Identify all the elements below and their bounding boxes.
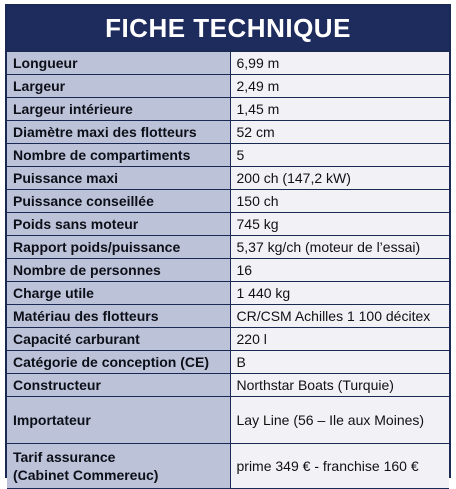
- spec-label-longueur: Longueur: [7, 52, 230, 75]
- table-row: [7, 75, 449, 98]
- spec-label-tarif-line1: Tarif assurance: [13, 449, 116, 465]
- table-row: [7, 374, 449, 397]
- table-row: [7, 144, 449, 167]
- spec-label-puissance-conseillee: Puissance conseillée: [7, 190, 230, 213]
- spec-value-rapport: 5,37 kg/ch (moteur de l’essai): [230, 236, 449, 259]
- spec-value-poids: 745 kg: [230, 213, 449, 236]
- spec-label-largeur-interieure: Largeur intérieure: [7, 98, 230, 121]
- spec-label-rapport: Rapport poids/puissance: [7, 236, 230, 259]
- spec-label-diametre-flotteurs: Diamètre maxi des flotteurs: [7, 121, 230, 144]
- spec-label-categorie: Catégorie de conception (CE): [7, 351, 230, 374]
- spec-sheet-header: [7, 6, 449, 52]
- table-row: [7, 121, 449, 144]
- spec-value-materiau: CR/CSM Achilles 1 100 décitex: [230, 305, 449, 328]
- spec-value-longueur: 6,99 m: [230, 52, 449, 75]
- table-row: [7, 305, 449, 328]
- spec-value-charge-utile: 1 440 kg: [230, 282, 449, 305]
- table-row: [7, 282, 449, 305]
- table-row: [7, 351, 449, 374]
- spec-label-charge-utile: Charge utile: [7, 282, 230, 305]
- table-row: [7, 52, 449, 75]
- spec-label-largeur: Largeur: [7, 75, 230, 98]
- spec-value-tarif-assurance: prime 349 € - franchise 160 €: [230, 444, 449, 489]
- spec-label-compartiments: Nombre de compartiments: [7, 144, 230, 167]
- table-row: [7, 213, 449, 236]
- spec-sheet-title: FICHE TECHNIQUE: [105, 12, 351, 43]
- spec-value-categorie: B: [230, 351, 449, 374]
- spec-label-carburant: Capacité carburant: [7, 328, 230, 351]
- spec-value-largeur: 2,49 m: [230, 75, 449, 98]
- spec-value-constructeur: Northstar Boats (Turquie): [230, 374, 449, 397]
- table-row: [7, 167, 449, 190]
- spec-label-importateur: Importateur: [7, 397, 230, 444]
- spec-table: [7, 52, 449, 489]
- spec-sheet: [5, 4, 451, 483]
- spec-label-constructeur: Constructeur: [7, 374, 230, 397]
- spec-label-tarif-line2: (Cabinet Commereuc): [13, 467, 159, 483]
- spec-value-importateur: Lay Line (56 – Ile aux Moines): [230, 397, 449, 444]
- table-row: [7, 98, 449, 121]
- spec-value-largeur-interieure: 1,45 m: [230, 98, 449, 121]
- table-row: [7, 397, 449, 444]
- spec-label-poids: Poids sans moteur: [7, 213, 230, 236]
- spec-value-carburant: 220 l: [230, 328, 449, 351]
- spec-label-personnes: Nombre de personnes: [7, 259, 230, 282]
- table-row: [7, 259, 449, 282]
- table-row: [7, 190, 449, 213]
- spec-value-puissance-maxi: 200 ch (147,2 kW): [230, 167, 449, 190]
- spec-value-puissance-conseillee: 150 ch: [230, 190, 449, 213]
- table-row: [7, 236, 449, 259]
- spec-value-compartiments: 5: [230, 144, 449, 167]
- spec-value-diametre-flotteurs: 52 cm: [230, 121, 449, 144]
- table-row: [7, 328, 449, 351]
- spec-value-personnes: 16: [230, 259, 449, 282]
- spec-label-materiau: Matériau des flotteurs: [7, 305, 230, 328]
- spec-label-puissance-maxi: Puissance maxi: [7, 167, 230, 190]
